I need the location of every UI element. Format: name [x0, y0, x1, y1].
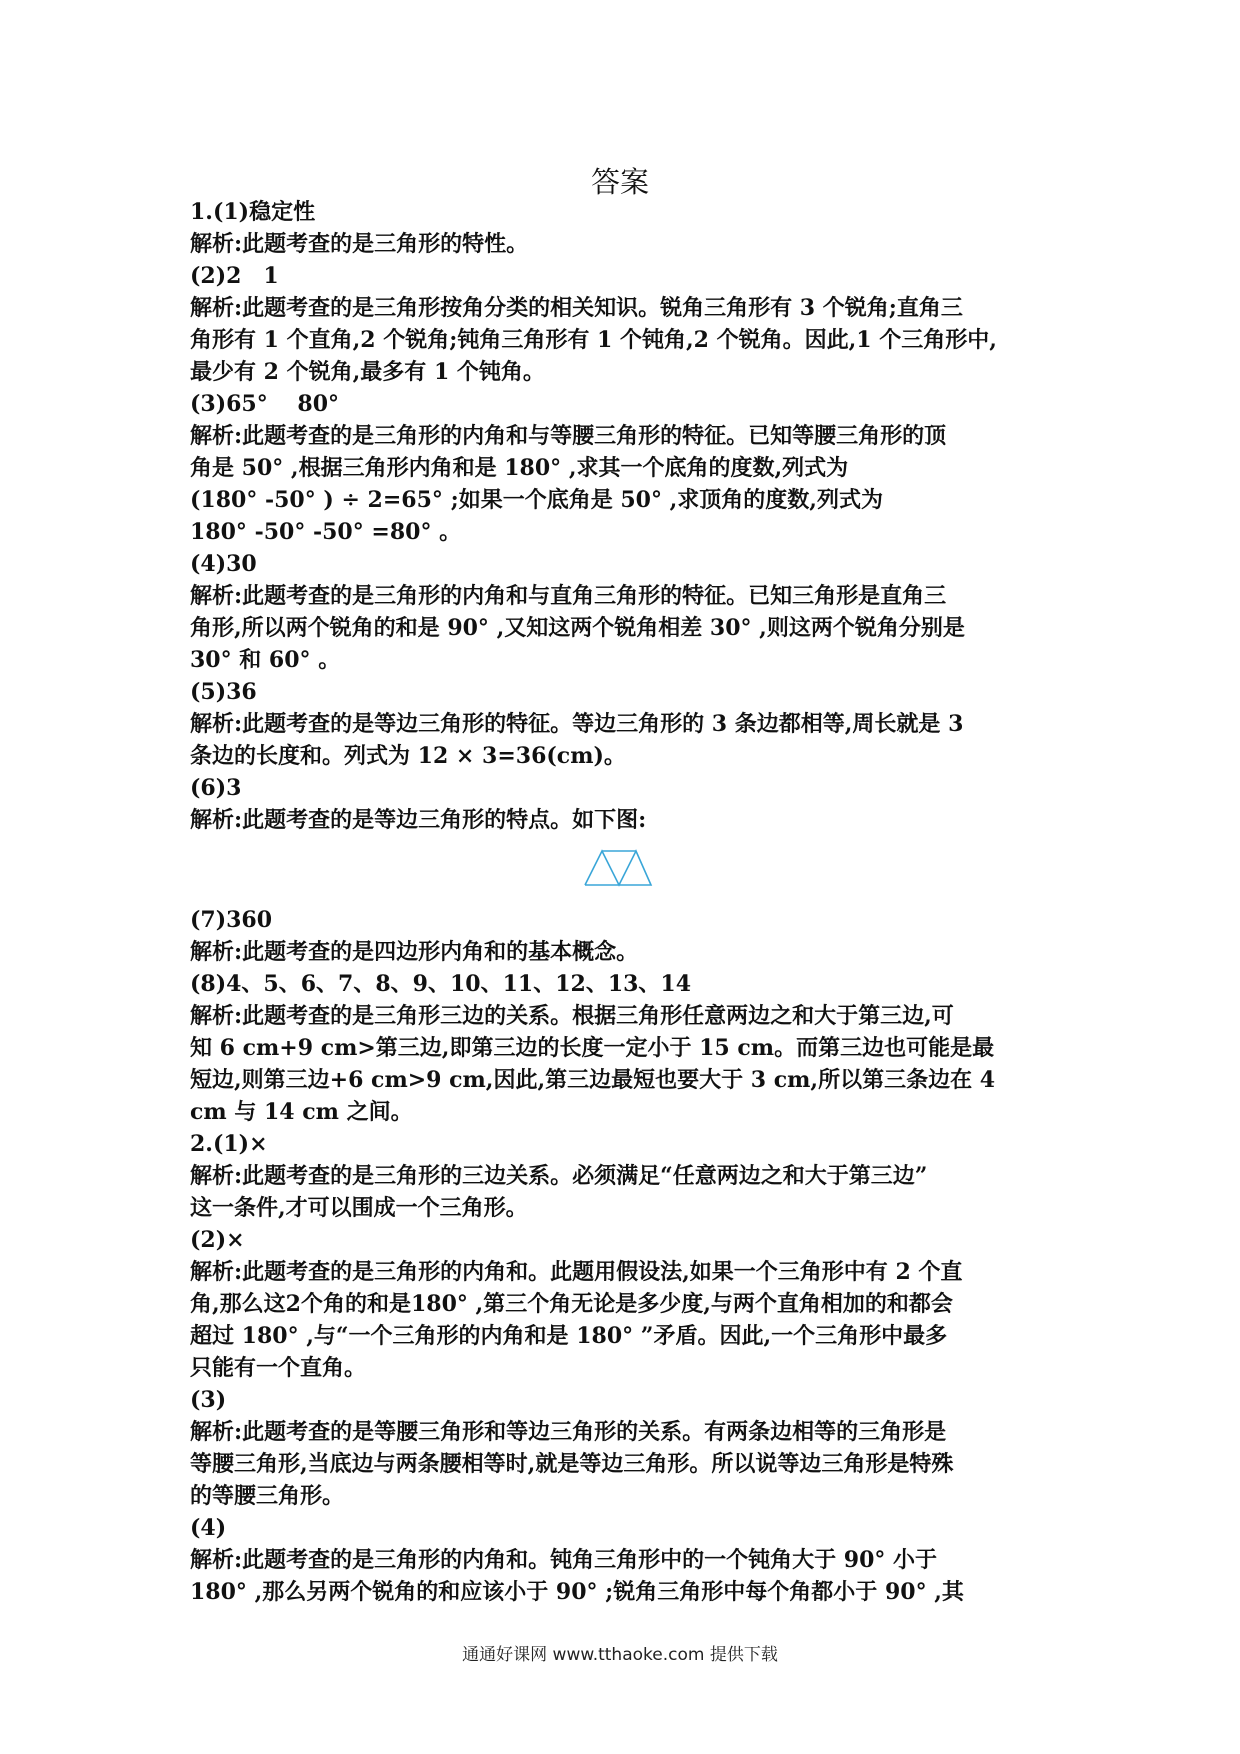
- text-line: 解析:此题考查的是三角形的内角和。钝角三角形中的一个钝角大于 90° 小于: [190, 1547, 938, 1573]
- text-line: (3)65° 80°: [190, 391, 340, 417]
- text-line: 解析:此题考查的是三角形的内角和。此题用假设法,如果一个三角形中有 2 个直: [190, 1259, 963, 1285]
- text-line: 解析:此题考查的是等边三角形的特征。等边三角形的 3 条边都相等,周长就是 3: [190, 711, 964, 737]
- text-line: (4)30: [190, 551, 257, 577]
- text-line: (8)4、5、6、7、8、9、10、11、12、13、14: [190, 971, 692, 997]
- text-line: (2)2 1: [190, 263, 279, 289]
- text-line: 180° -50° -50° =80° 。: [190, 519, 462, 545]
- text-line: 解析:此题考查的是三角形三边的关系。根据三角形任意两边之和大于第三边,可: [190, 1003, 954, 1029]
- text-line: 的等腰三角形。: [190, 1483, 345, 1509]
- text-line: (180° -50° ) ÷ 2=65° ;如果一个底角是 50° ,求顶角的度数,列式为: [190, 487, 883, 513]
- text-line: 2.(1)×: [190, 1131, 268, 1157]
- text-line: cm 与 14 cm 之间。: [190, 1099, 413, 1125]
- triangle-outline: [585, 851, 651, 885]
- text-line: 1.(1)稳定性: [190, 199, 316, 225]
- text-line: 超过 180° ,与“一个三角形的内角和是 180° ”矛盾。因此,一个三角形中最多: [190, 1323, 948, 1349]
- text-line: 解析:此题考查的是三角形的特性。: [190, 231, 529, 257]
- triangle-figure: [190, 836, 1070, 904]
- text-line: 条边的长度和。列式为 12 × 3=36(cm)。: [190, 743, 626, 769]
- text-line: 角形有 1 个直角,2 个锐角;钝角三角形有 1 个钝角,2 个锐角。因此,1 个三角形中,: [190, 327, 997, 353]
- text-line: 解析:此题考查的是三角形按角分类的相关知识。锐角三角形有 3 个锐角;直角三: [190, 295, 963, 321]
- text-line: 角形,所以两个锐角的和是 90° ,又知这两个锐角相差 30° ,则这两个锐角分别是: [190, 615, 965, 641]
- text-line: 解析:此题考查的是三角形的内角和与等腰三角形的特征。已知等腰三角形的顶: [190, 423, 947, 449]
- text-line: 短边,则第三边+6 cm>9 cm,因此,第三边最短也要大于 3 cm,所以第三条边在 4: [190, 1067, 996, 1093]
- text-line: 角,那么这2个角的和是180° ,第三个角无论是多少度,与两个直角相加的和都会: [190, 1291, 953, 1317]
- text-line: 等腰三角形,当底边与两条腰相等时,就是等边三角形。所以说等边三角形是特殊: [190, 1451, 954, 1477]
- text-line: 知 6 cm+9 cm>第三边,即第三边的长度一定小于 15 cm。而第三边也可能是最: [190, 1035, 995, 1061]
- page-title: 答案: [590, 165, 649, 199]
- text-line: 解析:此题考查的是等腰三角形和等边三角形的关系。有两条边相等的三角形是: [190, 1419, 947, 1445]
- text-line: 只能有一个直角。: [190, 1355, 367, 1381]
- page-footer: 通通好课网 www.tthaoke.com 提供下载: [462, 1645, 778, 1665]
- text-line: 角是 50° ,根据三角形内角和是 180° ,求其一个底角的度数,列式为: [190, 455, 849, 481]
- text-line: 最少有 2 个锐角,最多有 1 个钝角。: [190, 359, 545, 385]
- text-line: (4): [190, 1515, 227, 1541]
- text-line: 解析:此题考查的是三角形的三边关系。必须满足“任意两边之和大于第三边”: [190, 1163, 928, 1189]
- text-line: (2)×: [190, 1227, 245, 1253]
- answer-block-part-2: [190, 904, 1070, 1608]
- text-line: 解析:此题考查的是四边形内角和的基本概念。: [190, 939, 639, 965]
- text-line: (6)3: [190, 775, 242, 801]
- text-line: 30° 和 60° 。: [190, 647, 341, 673]
- text-line: 这一条件,才可以围成一个三角形。: [190, 1195, 528, 1221]
- text-line: 180° ,那么另两个锐角的和应该小于 90° ;锐角三角形中每个角都小于 90° ,其: [190, 1579, 964, 1605]
- answer-block-part-1: [190, 196, 1070, 836]
- text-line: 解析:此题考查的是三角形的内角和与直角三角形的特征。已知三角形是直角三: [190, 583, 947, 609]
- three-equilateral-triangles-diagram: [583, 848, 653, 888]
- text-line: (7)360: [190, 907, 273, 933]
- answer-content: [190, 196, 1070, 1608]
- text-line: (5)36: [190, 679, 257, 705]
- text-line: (3): [190, 1387, 227, 1413]
- text-line: 解析:此题考查的是等边三角形的特点。如下图:: [190, 807, 647, 833]
